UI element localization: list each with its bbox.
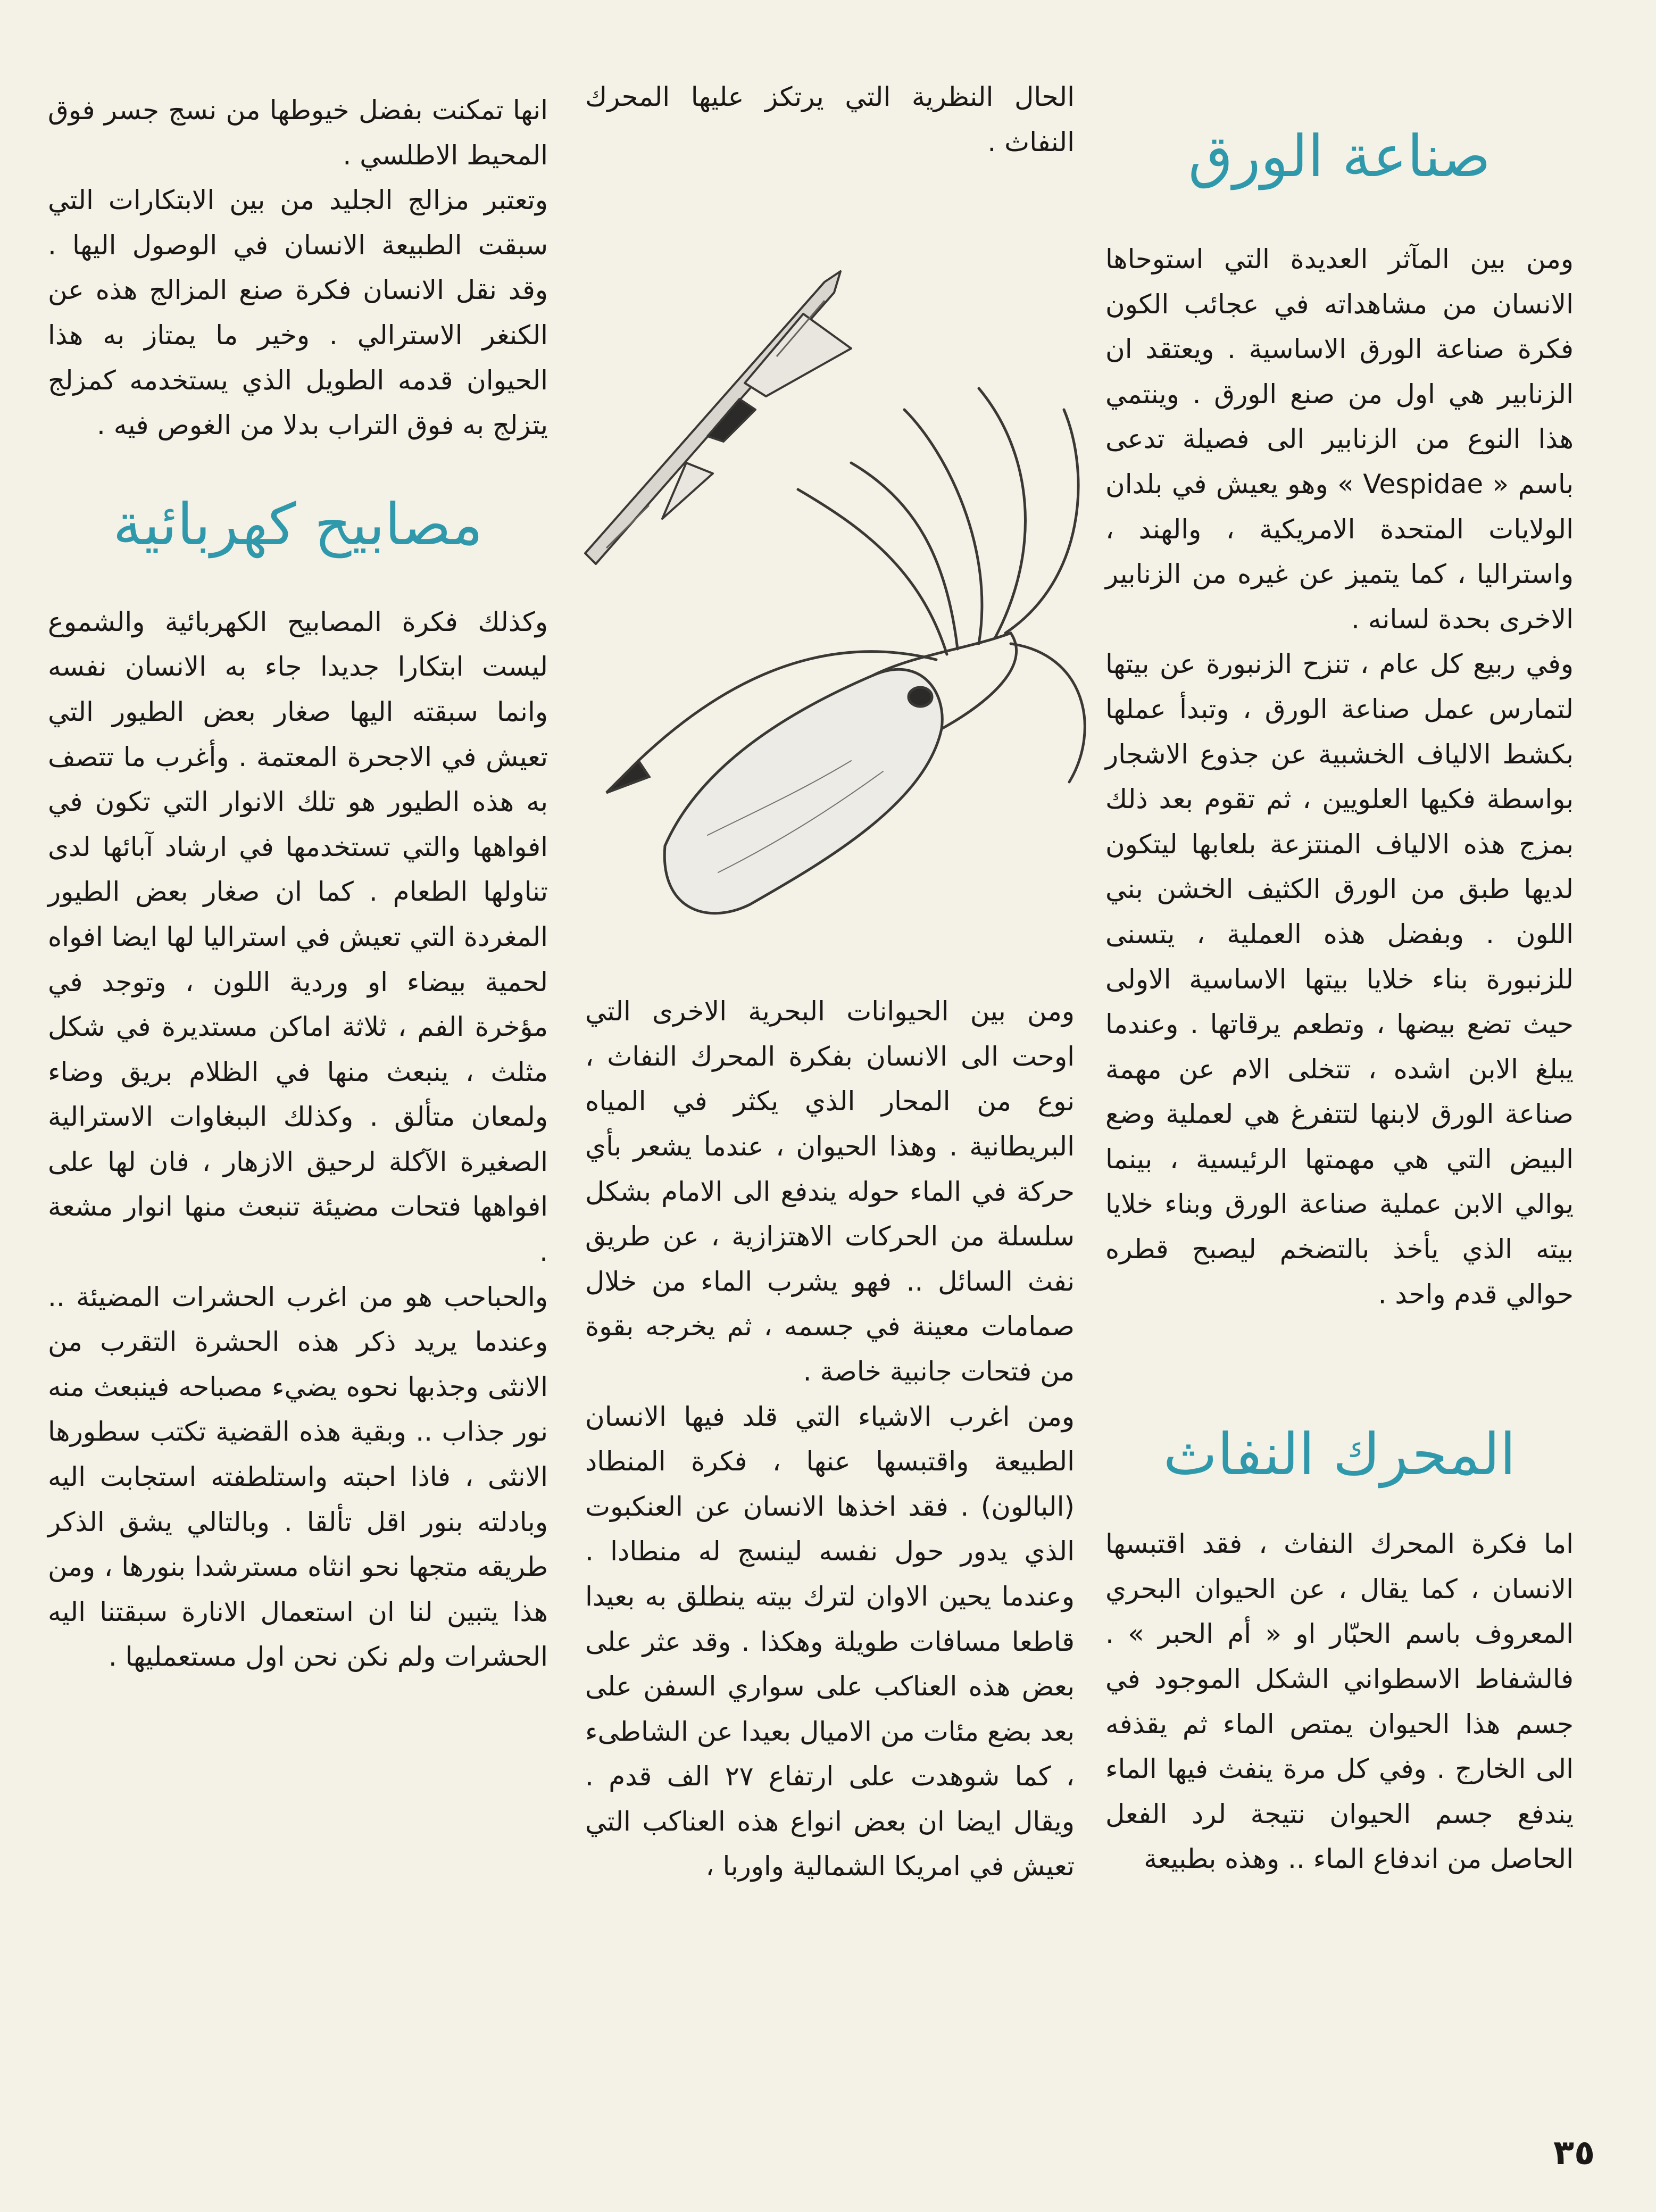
paragraph: اما فكرة المحرك النفاث ، فقد اقتبسها الانسان ، كما يقال ، عن الحيوان البحري المعروف باسم الحبّار او « أم الحبر » . فالشفاط الاسطواني الشكل الموجود في جسم هذا الحيوان يمتص الماء ثم يقذفه الى الخارج . وفي كل مرة ينفث فيها الماء يندفع جسم الحيوان نتيجة لرد الفعل الحاصل من اندفاع الماء .. وهذه بطبيعة bbox=[1105, 1528, 1574, 1875]
paragraph: وفي ربيع كل عام ، تنزح الزنبورة عن بيتها لتمارس عمل صناعة الورق ، وتبدأ عملها بكشط الالياف الخشبية عن جذوع الاشجار بواسطة فكيها العلويين ، ثم تقوم بعد ذلك بمزج هذه الالياف المنتزعة بلعابها ليتكون لديها طبق من الورق الكثيف الخشن بني اللون . وبفضل هذه العملية ، يتسنى للزنبورة بناء خلايا بيتها الاساسية الاولى حيث تضع بيضها ، وتطعم يرقاتها . وعندما يبلغ الابن اشده ، تتخلى الام عن مهمة صناعة الورق لابنها لتتفرغ هي لعملية وضع البيض التي هي مهمتها الرئيسية ، بينما يوالي الابن عملية صناعة الورق وبناء خلايا بيته الذي يأخذ بالتضخم ليصبح قطره حوالي قدم واحد . bbox=[1105, 648, 1574, 1310]
jet-aircraft-icon bbox=[585, 271, 851, 564]
paragraph: ومن اغرب الاشياء التي قلد فيها الانسان الطبيعة واقتبسها عنها ، فكرة المنطاد (البالون) . فقد اخذها الانسان عن العنكبوت الذي يدور حول نفسه لينسج له منطادا . وعندما يحين الاوان لترك بيته ينطلق به بعيدا قاطعا مسافات طويلة وهكذا . وقد عثر على بعض هذه العناكب على سواري السفن على بعد بضع مئات من الاميال بعيدا عن الشاطىء ، كما شوهدت على ارتفاع ٢٧ الف قدم . ويقال ايضا ان بعض انواع هذه العناكب التي تعيش في امريكا الشمالية واوربا ، bbox=[585, 1401, 1075, 1882]
paragraph: ومن بين المآثر العديدة التي استوحاها الانسان من مشاهداته في عجائب الكون فكرة صناعة الورق الاساسية . ويعتقد ان الزنابير هي اول من صنع الورق . وينتمي هذا النوع من الزنابير الى فصيلة تدعى باسم « Vespidae » وهو يعيش في بلدان الولايات المتحدة الامريكية ، والهند ، واستراليا ، كما يتميز عن غيره من الزنابير الاخرى بحدة لسانه . bbox=[1105, 244, 1574, 635]
paragraph: وكذلك فكرة المصابيح الكهربائية والشموع ليست ابتكارا جديدا جاء به الانسان نفسه وانما سبقته اليها صغار بعض الطيور التي تعيش في الاجحرة المعتمة . وأغرب ما تتصف به هذه الطيور هو تلك الانوار التي تكون في افواهها والتي تستخدمها في ارشاد آبائها لدى تناولها الطعام . كما ان صغار بعض الطيور المغردة التي تعيش في استراليا لها ايضا افواه لحمية بيضاء او وردية اللون ، وتوجد في مؤخرة الفم ، ثلاثة اماكن مستديرة في شكل مثلث ، ينبعث منها في الظلام بريق وضاء ولمعان متألق . وكذلك الببغاوات الاسترالية الصغيرة الآكلة لرحيق الازهار ، فان لها على افواهها فتحات مضيئة تنبعث منها انوار مشعة . bbox=[48, 606, 548, 1268]
heading-electric-lamps: مصابيح كهربائية bbox=[113, 491, 483, 558]
paragraph: انها تمكنت بفضل خيوطها من نسج جسر فوق المحيط الاطلسي . bbox=[48, 95, 548, 171]
page-number: ٣٥ bbox=[1553, 2133, 1595, 2173]
heading-jet-engine: المحرك النفاث bbox=[1163, 1421, 1516, 1488]
paragraph: والحباحب هو من اغرب الحشرات المضيئة .. وعندما يريد ذكر هذه الحشرة التقرب من الانثى وجذبها نحوه يضيء مصباحه فينبعث منه نور جذاب .. وبقية هذه القضية تكتب سطورها الانثى ، فاذا احبته واستلطفته استجابت اليه وبادلته بنور اقل تألقا . وبالتالي يشق الذكر طريقه متجها نحو انثاه مسترشدا بنورها ، ومن هذا يتبين لنا ان استعمال الانارة سبقتنا اليه الحشرات ولم نكن نحن اول مستعمليها . bbox=[48, 1281, 548, 1673]
paragraph: ومن بين الحيوانات البحرية الاخرى التي اوحت الى الانسان بفكرة المحرك النفاث ، نوع من المحار الذي يكثر في المياه البريطانية . وهذا الحيوان ، عندما يشعر بأي حركة في الماء حوله يندفع الى الامام بشكل سلسلة من الحركات الاهتزازية ، عن طريق نفث السائل .. فهو يشرب الماء من خلال صمامات معينة في جسمه ، ثم يخرجه بقوة من فتحات جانبية خاصة . bbox=[585, 996, 1075, 1387]
paragraph: الحال النظرية التي يرتكز عليها المحرك النفاث . bbox=[585, 81, 1075, 157]
right-column bbox=[1105, 0, 1574, 1882]
jet-and-squid-illustration bbox=[575, 250, 1106, 942]
left-column bbox=[48, 0, 548, 1679]
heading-paper-making: صناعة الورق bbox=[1188, 123, 1491, 190]
paragraph: وتعتبر مزالج الجليد من بين الابتكارات التي سبقت الطبيعة الانسان في الوصول اليها . وقد نقل الانسان فكرة صنع المزالج هذه عن الكنغر الاسترالي . وخير ما يمتاز به هذا الحيوان قدمه الطويل الذي يستخدمه كمزلج يتزلج به فوق التراب بدلا من الغوص فيه . bbox=[48, 185, 548, 441]
